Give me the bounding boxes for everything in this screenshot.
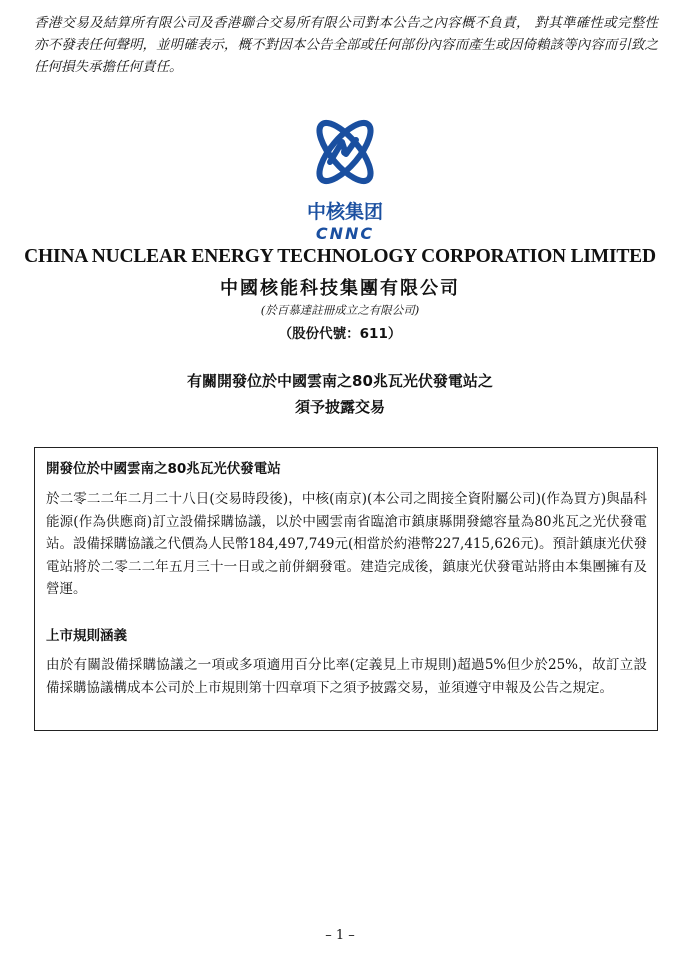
logo-chinese-name: 中核集团: [306, 201, 384, 223]
announcement-title: [0, 368, 680, 420]
company-name-english: CHINA NUCLEAR ENERGY TECHNOLOGY CORPORATION LIMITED: [24, 246, 656, 267]
summary-box: [34, 447, 658, 731]
section1-body: 於二零二二年二月二十八日(交易時段後)，中核(南京)(本公司之間接全資附屬公司)(作為買方)與晶科能源(作為供應商)訂立設備採購協議，以於中國雲南省臨滄市鎮康縣開發總容量為80兆瓦之光伏發電站。設備採購協議之代價為人民幣184,497,749元(相當於約港幣227,415,626元)。預計鎮康光伏發電站將於二零二二年五月三十一日或之前併網發電。建造完成後，鎮康光伏發電站將由本集團擁有及營運。: [46, 491, 647, 597]
company-name-chinese: 中國核能科技集團有限公司: [220, 278, 460, 299]
announcement-title-line1: 有關開發位於中國雲南之80兆瓦光伏發電站之: [187, 372, 493, 390]
stock-code: （股份代號：611）: [278, 326, 402, 342]
announcement-title-line2: 須予披露交易: [294, 398, 385, 416]
section2-body: 由於有關設備採購協議之一項或多項適用百分比率(定義見上市規則)超過5%但少於25%，故訂立設備採購協議構成本公司於上市規則第十四章項下之須予披露交易，並須遵守申報及公告之規定。: [46, 657, 647, 696]
section1-heading: 開發位於中國雲南之80兆瓦光伏發電站: [46, 461, 281, 477]
logo-english-name: CNNC: [315, 224, 375, 242]
atom-logo-icon: [290, 112, 400, 242]
incorporation-note: (於百慕達註冊成立之有限公司): [260, 303, 420, 317]
disclaimer-text: 香港交易及結算所有限公司及香港聯合交易所有限公司對本公告之內容概不負責， 對其準確性或完整性亦不發表任何聲明，並明確表示，概不對因本公告全部或任何部份內容而產生或因倚賴該等內容而引致之任何損失承擔任何責任。: [34, 15, 658, 75]
cnnc-logo: [290, 112, 400, 242]
page-number: – 1 –: [325, 928, 355, 943]
section2-heading: 上市規則涵義: [46, 628, 127, 644]
